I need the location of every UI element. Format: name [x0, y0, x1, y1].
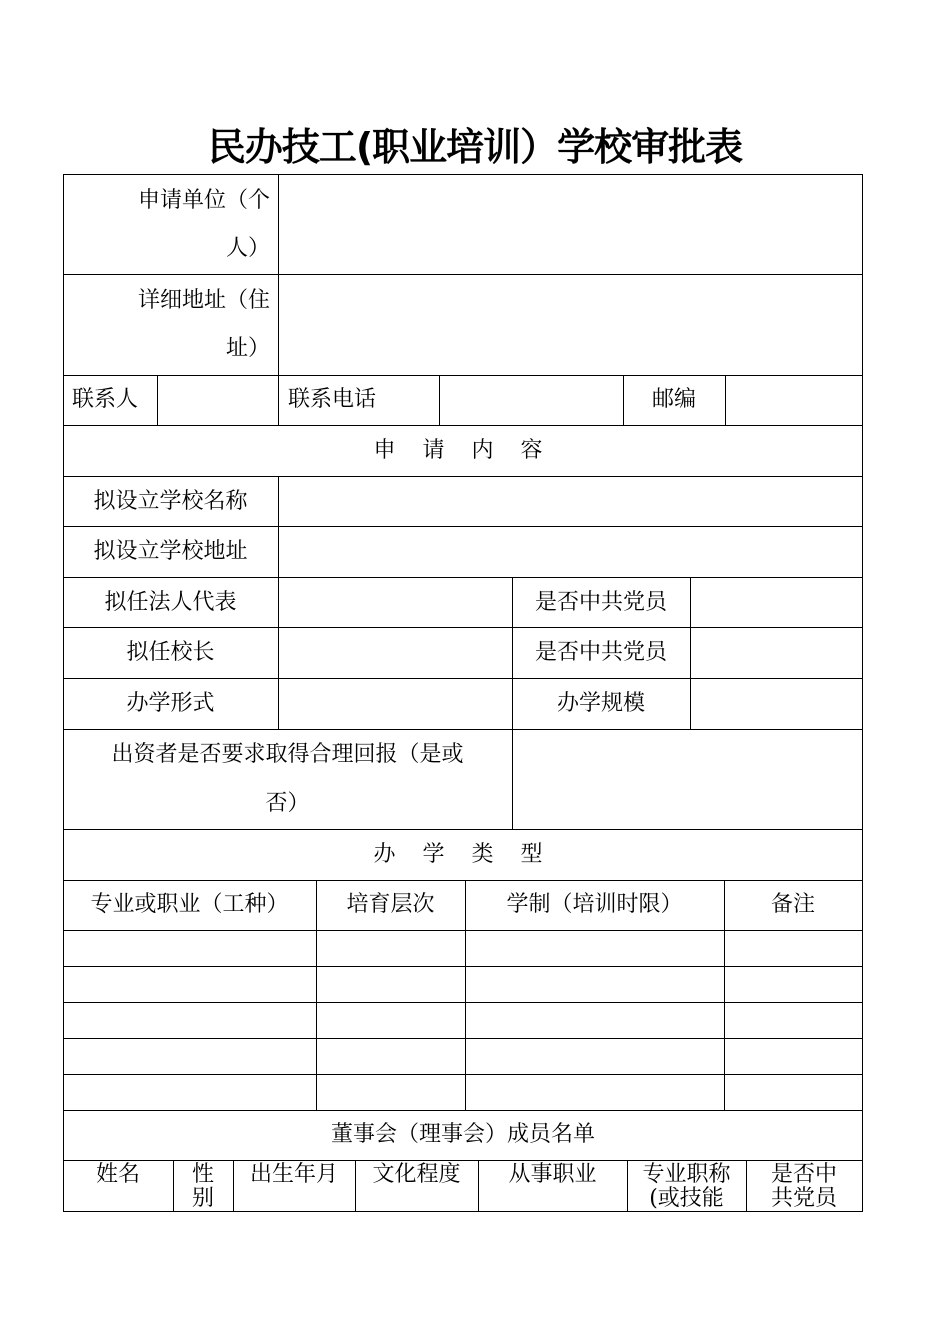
legal-rep-party-label: 是否中共党员 [534, 590, 667, 615]
board-header-name: 姓名 [95, 1162, 140, 1187]
board-header-gender: 性 [191, 1162, 214, 1187]
rule [157, 375, 158, 425]
rule [278, 476, 279, 577]
rule [63, 1002, 863, 1003]
type-header-duration: 学制（培训时限） [506, 892, 683, 917]
address-label-cont: 址） [225, 336, 270, 361]
school-form-label: 办学形式 [126, 691, 215, 716]
rule [439, 375, 440, 425]
rule [690, 577, 691, 729]
contact-person-label: 联系人 [72, 387, 139, 412]
type-header-remarks: 备注 [770, 892, 815, 917]
section-apply-content: 申 请 内 容 [373, 438, 553, 463]
type-header-level: 培育层次 [346, 892, 435, 917]
postcode-label: 邮编 [651, 387, 696, 412]
rule [725, 375, 726, 425]
rule [862, 174, 863, 1212]
board-header-education: 文化程度 [372, 1162, 461, 1187]
investor-return-label-cont: 否） [265, 791, 310, 816]
rule [63, 274, 863, 275]
principal-party-label: 是否中共党员 [534, 640, 667, 665]
rule [63, 966, 863, 967]
principal-label: 拟任校长 [126, 640, 215, 665]
rule [63, 375, 863, 376]
school-scale-label: 办学规模 [556, 691, 645, 716]
board-header-party-cont: 共党员 [770, 1186, 837, 1211]
board-header-title: 专业职称 [642, 1162, 731, 1187]
contact-phone-label: 联系电话 [288, 387, 377, 412]
applicant-label: 申请单位（个 [137, 188, 270, 213]
investor-return-label: 出资者是否要求取得合理回报（是或 [111, 742, 464, 767]
rule [278, 174, 279, 375]
board-header-title-cont: (或技能 [649, 1186, 724, 1211]
rule [63, 1074, 863, 1075]
rule [278, 577, 279, 729]
board-header-birth: 出生年月 [249, 1162, 338, 1187]
board-header-gender-cont: 别 [191, 1186, 214, 1211]
board-header-occupation: 从事职业 [508, 1162, 597, 1187]
school-name-label: 拟设立学校名称 [93, 489, 248, 514]
board-header-party: 是否中 [770, 1162, 837, 1187]
applicant-label-cont: 人） [225, 236, 270, 261]
legal-rep-label: 拟任法人代表 [104, 590, 237, 615]
address-label: 详细地址（住 [137, 288, 270, 313]
rule [63, 1038, 863, 1039]
rule [278, 375, 279, 425]
rule [63, 1160, 863, 1161]
school-address-label: 拟设立学校地址 [93, 539, 248, 564]
form-title: 民办技工(职业培训）学校审批表 [207, 125, 743, 169]
type-header-major: 专业或职业（工种） [90, 892, 289, 917]
rule [63, 174, 863, 175]
section-board-members: 董事会（理事会）成员名单 [330, 1122, 595, 1147]
section-school-type: 办 学 类 型 [373, 842, 553, 867]
rule [63, 930, 863, 931]
